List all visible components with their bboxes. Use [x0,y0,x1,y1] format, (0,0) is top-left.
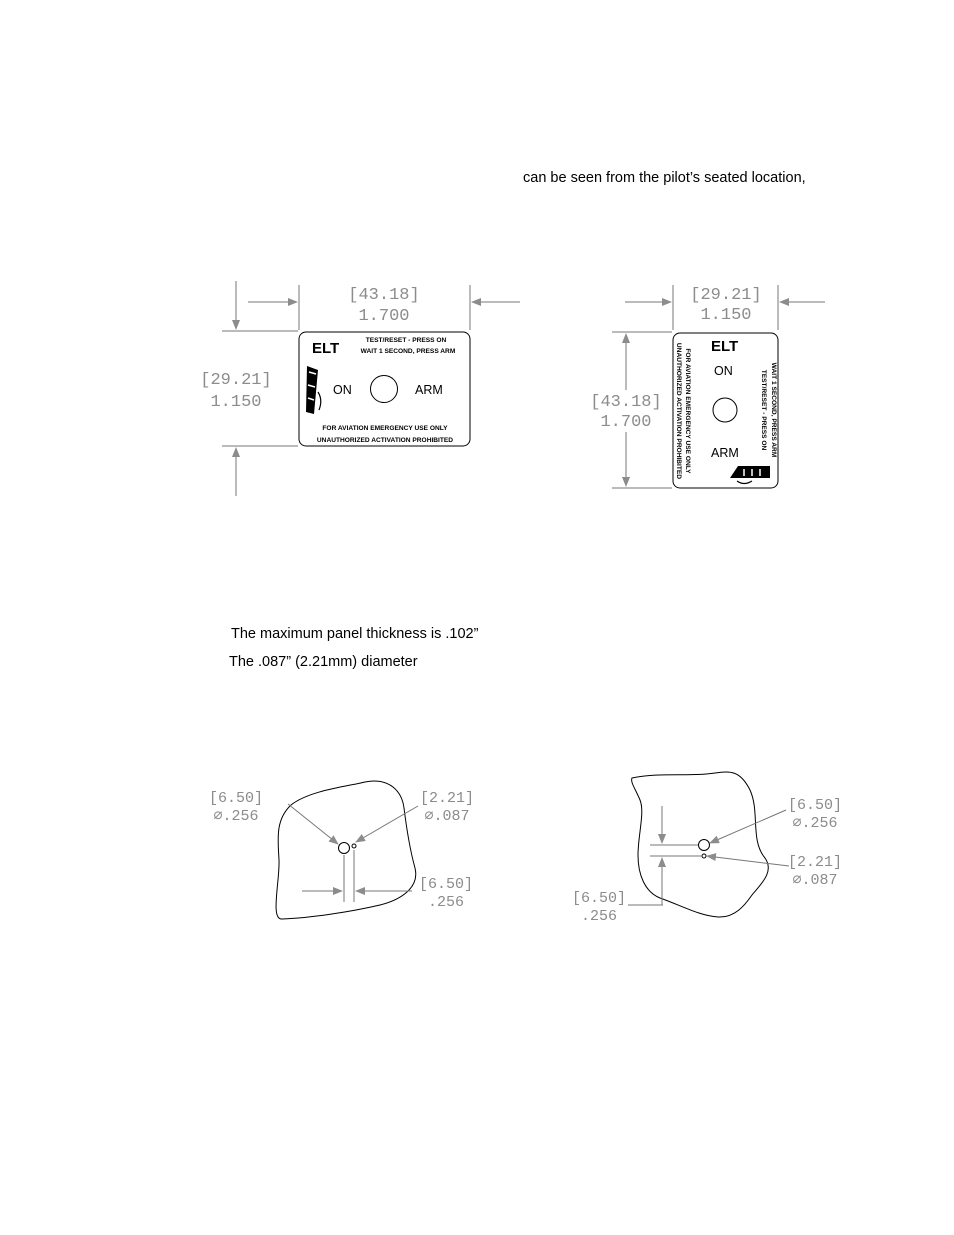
h-hole-mm: [6.50] [208,790,264,807]
h-height-mm: [29.21] [200,371,272,390]
h-warn-line2: UNAUTHORIZED ACTIVATION PROHIBITED [316,437,454,444]
v-brand-logo-icon [730,466,770,484]
v-hole-mm: [6.50] [787,797,843,814]
h-pin-hole-cutout [352,844,356,848]
body-text-seated-location: can be seen from the pilot’s seated location, [523,170,806,186]
h-width-mm: [43.18] [348,286,420,305]
horizontal-cutout-template [209,781,474,919]
h-spacing-in: .256 [427,894,465,911]
v-on-label: ON [714,364,733,378]
h-warn-line1: FOR AVIATION EMERGENCY USE ONLY [322,425,448,432]
v-height-mm: [43.18] [590,393,662,412]
h-width-in: 1.700 [358,307,410,326]
vertical-placard-drawing [590,285,825,488]
h-switch-hole [371,376,398,403]
v-width-in: 1.150 [700,306,752,325]
v-width-mm: [29.21] [690,286,762,305]
h-on-label: ON [333,383,352,397]
h-pin-mm: [2.21] [419,790,475,807]
v-spacing-mm: [6.50] [571,890,627,907]
vertical-cutout-template [572,772,842,925]
v-switch-hole-cutout [699,840,710,851]
v-height-in: 1.700 [600,413,652,432]
v-pin-in: ∅.087 [792,872,838,889]
v-test-line1: TEST/RESET - PRESS ON [760,369,767,451]
body-text-pin-diameter: The .087” (2.21mm) diameter [229,654,418,670]
horizontal-placard-drawing [200,281,520,496]
h-panel-outline [276,781,416,919]
h-test-line1: TEST/RESET - PRESS ON [365,337,447,344]
h-pin-in: ∅.087 [424,808,470,825]
v-hole-in: ∅.256 [792,815,838,832]
v-arm-label: ARM [711,446,739,460]
body-text-panel-thickness: The maximum panel thickness is .102” [231,626,479,642]
h-brand-logo-icon [306,366,321,414]
v-pin-mm: [2.21] [787,854,843,871]
h-test-line2: WAIT 1 SECOND, PRESS ARM [360,348,456,355]
h-spacing-mm: [6.50] [418,876,474,893]
v-warn-line1: FOR AVIATION EMERGENCY USE ONLY [684,348,691,474]
v-elt-label: ELT [711,338,739,355]
h-elt-label: ELT [312,340,340,357]
h-arm-label: ARM [415,383,443,397]
v-switch-hole [713,398,737,422]
h-hole-in: ∅.256 [213,808,259,825]
v-warn-line2: UNAUTHORIZED ACTIVATION PROHIBITED [675,342,682,480]
h-height-in: 1.150 [210,393,262,412]
v-spacing-in: .256 [580,908,618,925]
v-test-line2: WAIT 1 SECOND, PRESS ARM [770,362,777,458]
v-pin-hole-cutout [702,854,706,858]
h-switch-hole-cutout [339,843,350,854]
